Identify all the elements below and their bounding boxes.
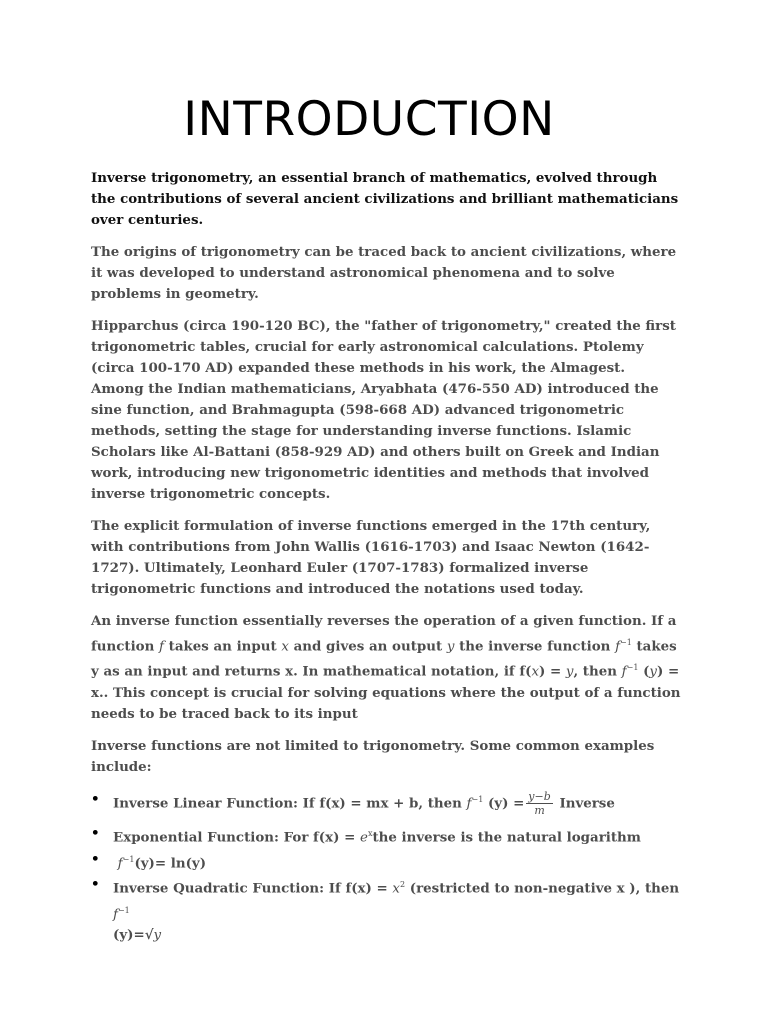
document-body bbox=[91, 168, 681, 946]
bullet-icon: • bbox=[91, 790, 100, 807]
formulation-paragraph: The explicit formulation of inverse functions emerged in the 17th century, with contributions from John Wallis (1616-1703) and Isaac Newton (1642-1727). Ultimately, Leonhard Euler (1707-1783) formalized inverse trigonometric functions and introduced the notations used today. bbox=[91, 518, 651, 597]
fraction: $\frac{y-b}{m}$ bbox=[528, 790, 551, 818]
list-item-inverse-quadratic: • Inverse Quadratic Function: If $f(x) = x^2$ (restricted to non-negative x ), then $f^{-1}$ (y)=√y bbox=[91, 876, 680, 944]
bullet-icon: • bbox=[91, 850, 100, 867]
list-item-inverse-linear: • Inverse Linear Function: If f(x) = mx + b, then $f^{-1}$ (y) = $\frac{y-b}{m}$ Inverse bbox=[91, 790, 615, 818]
origins-paragraph: The origins of trigonometry can be traced back to ancient civilizations, where it was developed to understand astronomical phenomena and to solve problems in geometry. bbox=[91, 244, 677, 302]
examples-intro-paragraph: Inverse functions are not limited to trigonometry. Some common examples include: bbox=[91, 737, 655, 775]
intro-paragraph: Inverse trigonometry, an essential branch of mathematics, evolved through the contributions of several ancient civilizations and brilliant mathematicians over centuries. bbox=[91, 170, 679, 228]
bullet-icon: • bbox=[91, 825, 100, 842]
history-paragraph: Hipparchus (circa 190-120 BC), the "father of trigonometry," created the first trigonometric tables, crucial for early astronomical calculations. Ptolemy (circa 100-170 AD) expanded these methods in his work, the Almagest. Among the Indian mathematicians, Aryabhata (476-550 AD) introduced the sine function, and Brahmagupta (598-668 AD) advanced trigonometric methods, setting the stage for understanding inverse functions. Islamic Scholars like Al-Battani (858-929 AD) and others built on Greek and Indian work, introducing new trigonometric identities and methods that involved inverse trigonometric concepts. bbox=[91, 318, 676, 502]
examples-list bbox=[91, 789, 681, 946]
list-item-natural-log: • $f^{-1}(y)= \ln(y)$ bbox=[91, 850, 207, 872]
page-title: INTRODUCTION bbox=[183, 92, 555, 147]
list-item-exponential: • Exponential Function: For $f(x) = e^xthe$ inverse is the natural logarithm bbox=[91, 825, 641, 846]
inverse-function-paragraph: An inverse function essentially reverses the operation of a given function. If a function f takes an input x and gives an output y the inverse function $f^{-1}$ takes y as an input and returns x. In mathematical notation, if f(x) = y, then $f^{-1}$ (y) = x.. This concept is crucial for solving equations where the output of a function needs to be traced back to its input bbox=[91, 613, 681, 722]
bullet-icon: • bbox=[91, 876, 100, 893]
